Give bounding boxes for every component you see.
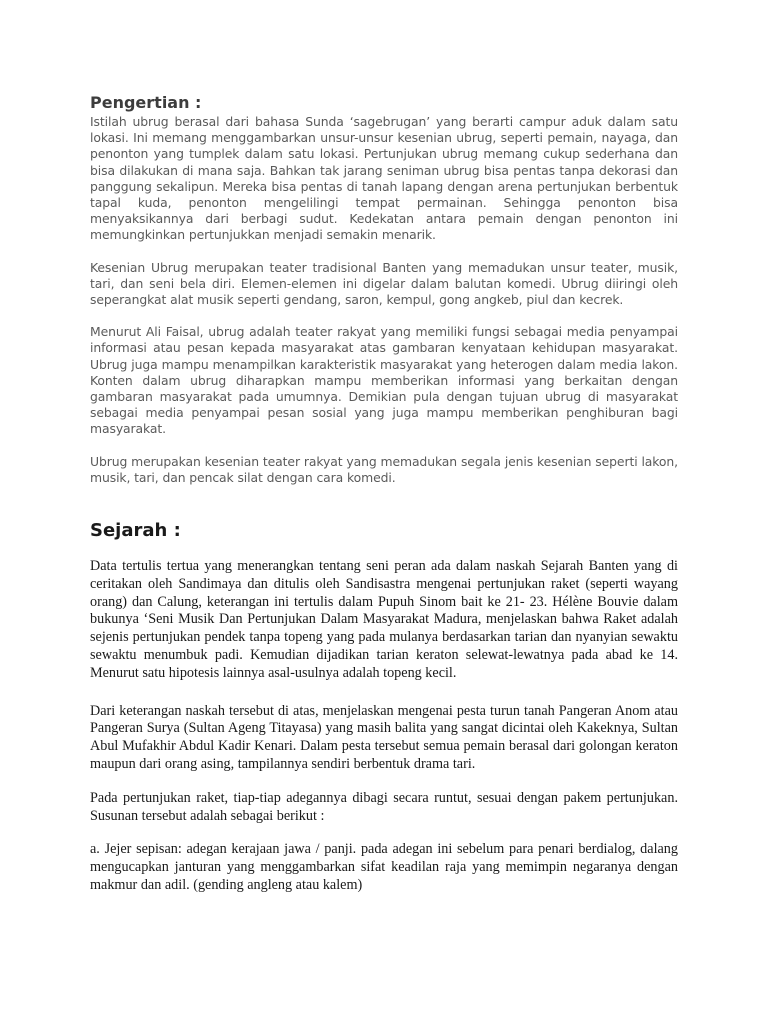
section-sejarah — [90, 518, 678, 895]
paragraph-sejarah-1: Data tertulis tertua yang menerangkan tentang seni peran ada dalam naskah Sejarah Banten yang di ceritakan oleh Sandimaya dan ditulis oleh Sandisastra mengenai pertunjukan raket (seperti wayang orang) dan Calung, keterangan ini tertulis dalam Pupuh Sinom bait ke 21- 23. Hélène Bouvie dalam bukunya ‘Seni Musik Dan Pertunjukan Dalam Masyarakat Madura, menjelaskan bahwa Raket adalah sejenis pertunjukan pendek tanpa topeng yang pada mulanya berdasarkan tarian dan nyanyian sewaktu sewaktu menumbuk padi. Kemudian dijadikan tarian keraton selewat-lewatnya pada abad ke 14. Menurut satu hipotesis lainnya asal-usulnya adalah topeng kecil. — [90, 558, 678, 681]
paragraph-pengertian-4: Ubrug merupakan kesenian teater rakyat yang memadukan segala jenis kesenian seperti lakon, musik, tari, dan pencak silat dengan cara komedi. — [90, 453, 678, 485]
section-pengertian — [90, 92, 678, 502]
heading-sejarah: Sejarah : — [90, 520, 181, 541]
paragraph-pengertian-1: Istilah ubrug berasal dari bahasa Sunda ‘sagebrugan’ yang berarti campur aduk dalam satu lokasi. Ini memang menggambarkan unsur-unsur kesenian ubrug, seperti pemain, nayaga, dan penonton yang tumplek dalam satu lokasi. Pertunjukan ubrug memang cukup sederhana dan bisa dilakukan di mana saja. Bahkan tak jarang seniman ubrug bisa pentas tanpa dekorasi dan panggung sekalipun. Mereka bisa pentas di tanah lapang dengan arena pertunjukan berbentuk tapal kuda, penonton mengelilingi tempat permainan. Sehingga penonton bisa menyaksikannya dari berbagi sudut. Kedekatan antara pemain dengan penonton ini memungkinkan pertunjukkan menjadi semakin menarik. — [90, 114, 678, 243]
heading-pengertian: Pengertian : — [90, 93, 202, 112]
paragraph-sejarah-4: a. Jejer sepisan: adegan kerajaan jawa / panji. pada adegan ini sebelum para penari berdialog, dalang mengucapkan janturan yang menggambarkan sifat keadilan raja yang memimpin negaranya dengan makmur dan adil. (gending angleng atau kalem) — [90, 841, 678, 893]
paragraph-pengertian-2: Kesenian Ubrug merupakan teater tradisional Banten yang memadukan unsur teater, musik, tari, dan seni bela diri. Elemen-elemen ini digelar dalam balutan komedi. Ubrug diiringi oleh seperangkat alat musik seperti gendang, saron, kempul, gong angkeb, piul dan kecrek. — [90, 259, 678, 308]
paragraph-pengertian-3: Menurut Ali Faisal, ubrug adalah teater rakyat yang memiliki fungsi sebagai media penyampai informasi atau pesan kepada masyarakat atas gambaran kenyataan kehidupan masyarakat. Ubrug juga mampu menampilkan karakteristik masyarakat yang heterogen dalam media lakon. Konten dalam ubrug diharapkan mampu memberikan informasi yang berkaitan dengan gambaran masyarakat pada umumnya. Demikian pula dengan tujuan ubrug di masyarakat sebagai media penyampai pesan sosial yang juga mampu memberikan penghiburan bagi masyarakat. — [90, 324, 678, 437]
paragraph-sejarah-2: Dari keterangan naskah tersebut di atas, menjelaskan mengenai pesta turun tanah Pangeran Anom atau Pangeran Surya (Sultan Ageng Titayasa) yang masih balita yang sangat dicintai oleh Kakeknya, Sultan Abul Mufakhir Abdul Kadir Kenari. Dalam pesta tersebut semua pemain berasal dari golongan keraton maupun dari orang asing, tampilannya sendiri berbentuk drama tari. — [90, 702, 678, 772]
paragraph-sejarah-3: Pada pertunjukan raket, tiap-tiap adegannya dibagi secara runtut, sesuai dengan pakem pertunjukan. Susunan tersebut adalah sebagai berikut : — [90, 789, 678, 824]
